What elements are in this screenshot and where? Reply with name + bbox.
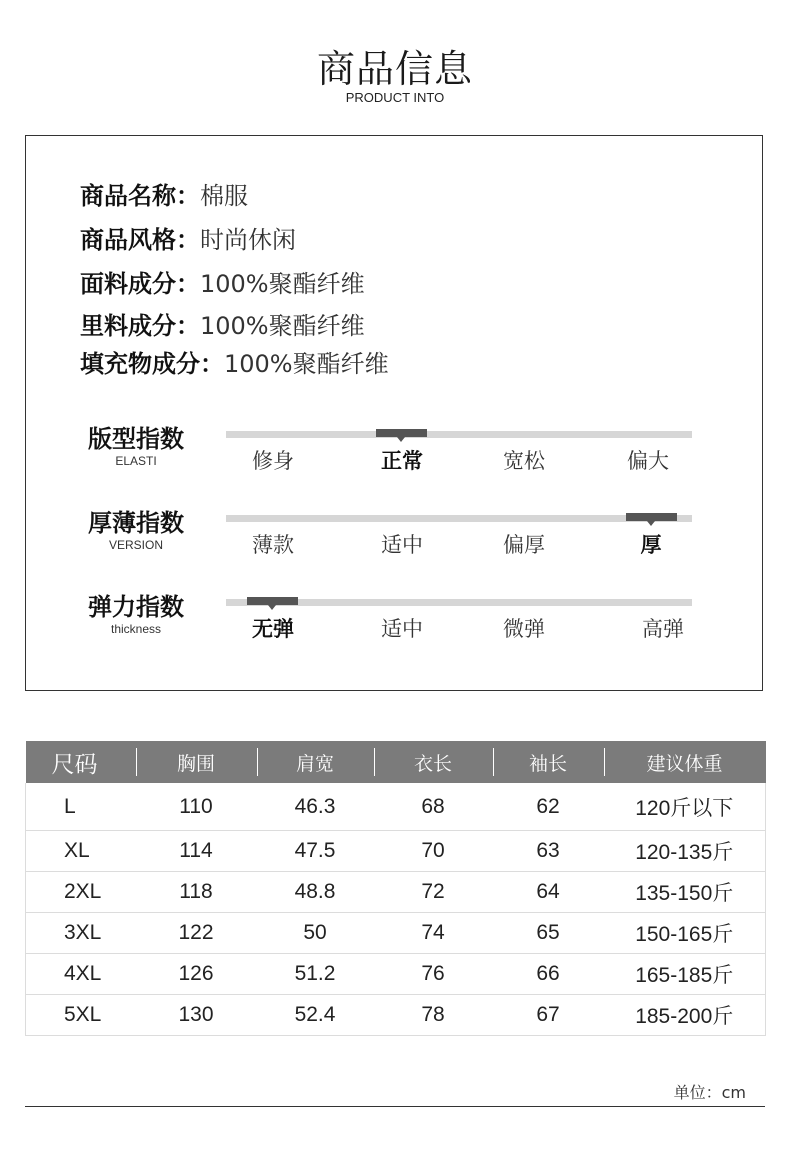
page-subtitle: PRODUCT INTO <box>345 90 445 105</box>
table-cell: 64 <box>493 872 604 913</box>
fit-index-track <box>226 431 692 438</box>
table-cell: 78 <box>374 995 493 1036</box>
table-row <box>26 954 766 995</box>
attr-value: 棉服 <box>200 182 248 210</box>
index-option: 高弹 <box>642 617 684 641</box>
column-header: 袖长 <box>493 741 604 783</box>
page-title: 商品信息 <box>316 47 473 91</box>
table-cell: 120-135斤 <box>604 831 766 872</box>
table-cell: 47.5 <box>257 831 374 872</box>
table-row <box>26 783 766 831</box>
table-cell: 76 <box>374 954 493 995</box>
table-cell: 4XL <box>26 954 136 995</box>
column-header: 尺码 <box>26 741 136 783</box>
attr-key: 里料成分： <box>80 312 200 340</box>
index-option: 微弹 <box>503 617 545 641</box>
table-cell: 2XL <box>26 872 136 913</box>
elasticity-index-track <box>226 599 692 606</box>
table-cell: 72 <box>374 872 493 913</box>
column-header: 建议体重 <box>604 741 766 783</box>
index-option: 偏厚 <box>503 533 545 557</box>
unit-note: 单位：cm <box>673 1083 746 1102</box>
table-row <box>26 913 766 954</box>
attr-value: 100%聚酯纤维 <box>224 350 389 378</box>
table-cell: 114 <box>136 831 257 872</box>
index-option: 适中 <box>381 617 423 641</box>
index-option: 薄款 <box>252 533 294 557</box>
index-subtitle: thickness <box>110 622 162 636</box>
table-header-row <box>26 741 766 783</box>
table-row <box>26 995 766 1036</box>
attr-key: 填充物成分： <box>80 350 224 378</box>
attr-fabric <box>80 264 365 299</box>
table-cell: XL <box>26 831 136 872</box>
column-header: 衣长 <box>374 741 493 783</box>
index-option: 偏大 <box>627 449 669 473</box>
attr-key: 商品名称： <box>80 182 200 210</box>
column-header: 胸围 <box>136 741 257 783</box>
index-title: 厚薄指数 <box>88 509 184 537</box>
table-cell: 62 <box>493 783 604 831</box>
thickness-index-label <box>66 503 206 552</box>
table-cell: 51.2 <box>257 954 374 995</box>
table-cell: 52.4 <box>257 995 374 1036</box>
attr-value: 100%聚酯纤维 <box>200 270 365 298</box>
index-title: 版型指数 <box>88 425 184 453</box>
table-cell: 165-185斤 <box>604 954 766 995</box>
attr-value: 100%聚酯纤维 <box>200 312 365 340</box>
table-cell: 50 <box>257 913 374 954</box>
table-cell: 3XL <box>26 913 136 954</box>
attr-lining <box>80 306 365 341</box>
attr-style <box>80 220 296 255</box>
selection-marker <box>626 513 677 521</box>
attr-filling <box>80 344 389 379</box>
index-option: 宽松 <box>503 449 545 473</box>
elasticity-index-label <box>66 587 206 636</box>
column-header: 肩宽 <box>257 741 374 783</box>
index-option-selected: 正常 <box>381 449 423 473</box>
selection-marker <box>376 429 427 437</box>
table-row <box>26 872 766 913</box>
product-info-box <box>25 135 763 691</box>
table-cell: 150-165斤 <box>604 913 766 954</box>
table-cell: 66 <box>493 954 604 995</box>
table-cell: 74 <box>374 913 493 954</box>
attr-value: 时尚休闲 <box>200 226 296 254</box>
table-cell: 118 <box>136 872 257 913</box>
index-option: 适中 <box>381 533 423 557</box>
index-subtitle: ELASTI <box>115 454 157 468</box>
fit-index-label <box>66 419 206 468</box>
table-cell: 63 <box>493 831 604 872</box>
bottom-divider <box>25 1106 765 1107</box>
table-cell: 130 <box>136 995 257 1036</box>
size-table <box>25 741 766 1036</box>
table-cell: 46.3 <box>257 783 374 831</box>
index-title: 弹力指数 <box>88 593 184 621</box>
table-cell: 185-200斤 <box>604 995 766 1036</box>
table-cell: 122 <box>136 913 257 954</box>
table-cell: 70 <box>374 831 493 872</box>
index-subtitle: VERSION <box>108 538 163 552</box>
table-cell: 68 <box>374 783 493 831</box>
attr-name <box>80 176 248 211</box>
index-option-selected: 厚 <box>640 533 662 557</box>
table-row <box>26 831 766 872</box>
index-option-selected: 无弹 <box>252 617 294 641</box>
table-cell: 5XL <box>26 995 136 1036</box>
table-cell: L <box>26 783 136 831</box>
attr-key: 面料成分： <box>80 270 200 298</box>
selection-marker <box>247 597 298 605</box>
table-cell: 65 <box>493 913 604 954</box>
table-cell: 110 <box>136 783 257 831</box>
thickness-index-track <box>226 515 692 522</box>
table-cell: 67 <box>493 995 604 1036</box>
table-cell: 135-150斤 <box>604 872 766 913</box>
table-cell: 120斤以下 <box>604 783 766 831</box>
attr-key: 商品风格： <box>80 226 200 254</box>
index-option: 修身 <box>252 449 294 473</box>
table-cell: 126 <box>136 954 257 995</box>
table-cell: 48.8 <box>257 872 374 913</box>
